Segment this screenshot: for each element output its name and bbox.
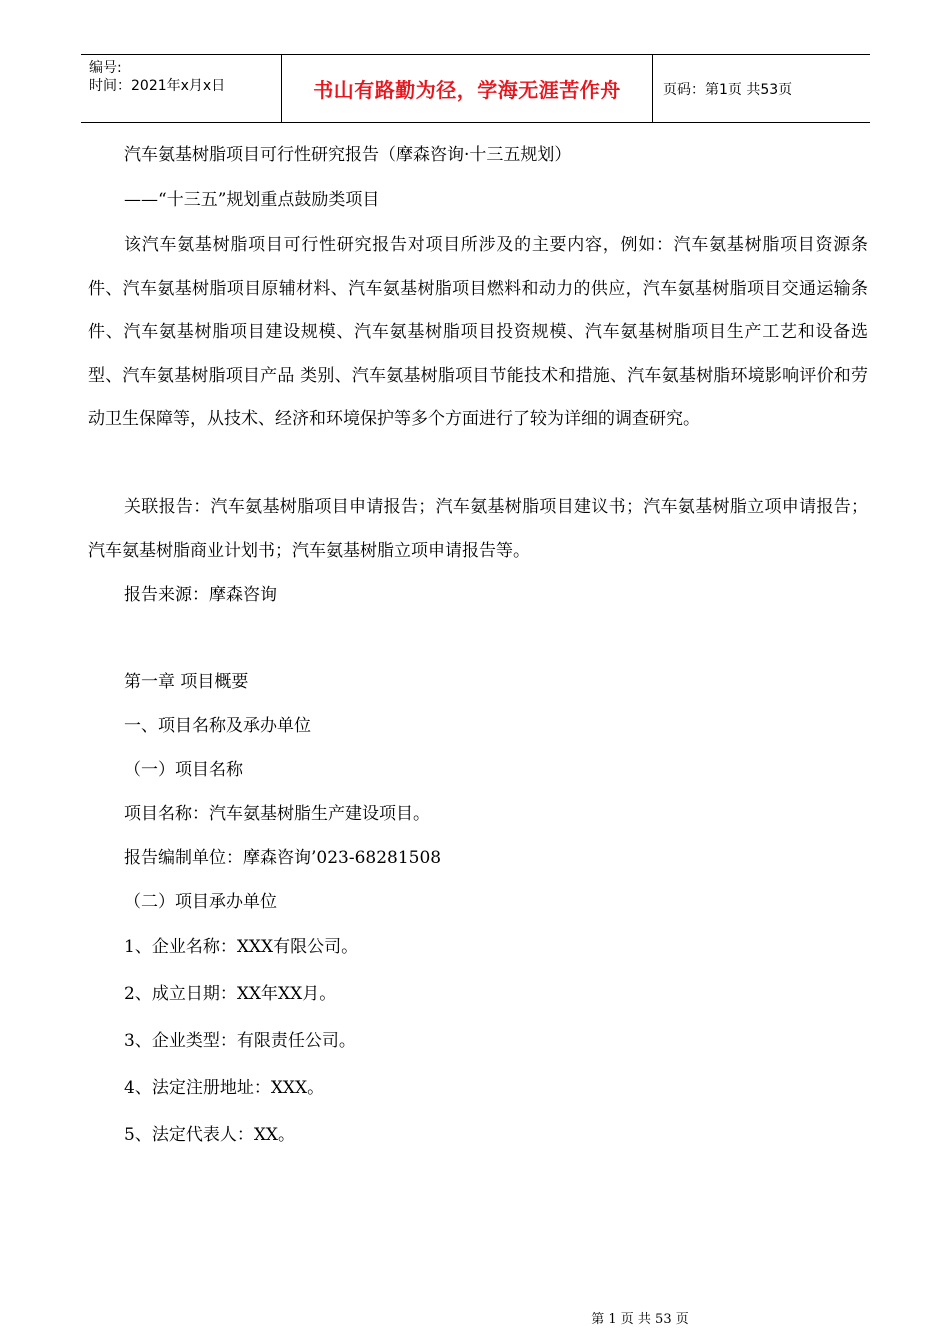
document-title: 汽车氨基树脂项目可行性研究报告（摩森咨询·十三五规划）: [124, 145, 572, 165]
motto: 书山有路勤为径，学海无涯苦作舟: [313, 78, 621, 102]
list-item: 2、成立日期：XX年XX月。: [124, 983, 337, 1004]
related-reports: 关联报告：汽车氨基树脂项目申请报告；汽车氨基树脂项目建议书；汽车氨基树脂立项申请报告；汽车氨基树脂商业计划书；汽车氨基树脂立项申请报告等。: [88, 496, 868, 561]
document-body: [88, 134, 868, 1159]
page-label: 页码：第1页 共53页: [663, 81, 793, 98]
section-heading: 一、项目名称及承办单位: [124, 715, 311, 736]
document-header: [81, 54, 870, 123]
project-name: 项目名称：汽车氨基树脂生产建设项目。: [124, 803, 430, 824]
time-label: 时间：2021年x月x日: [89, 78, 226, 94]
header-page-cell: [653, 55, 870, 122]
intro-paragraph: 该汽车氨基树脂项目可行性研究报告对项目所涉及的主要内容，例如：汽车氨基树脂项目资源条件、汽车氨基树脂项目原辅材料、汽车氨基树脂项目燃料和动力的供应，汽车氨基树脂项目交通运输条件、汽车氨基树脂项目建设规模、汽车氨基树脂项目投资规模、汽车氨基树脂项目生产工艺和设备选型、汽车氨基树脂项目产品 类别、汽车氨基树脂项目节能技术和措施、汽车氨基树脂环境影响评价和劳动卫生保障等，从技术、经济和环境保护等多个方面进行了较为详细的调查研究。: [88, 235, 868, 429]
header-meta-cell: [81, 55, 282, 122]
compiler-unit: 报告编制单位：摩森咨询’023-68281508: [124, 847, 442, 868]
list-item: 4、法定注册地址：XXX。: [124, 1077, 325, 1098]
blank-line: [88, 442, 868, 485]
report-source: 报告来源：摩森咨询: [124, 584, 277, 605]
list-item: 5、法定代表人：XX。: [124, 1124, 296, 1145]
list-item: 3、企业类型：有限责任公司。: [124, 1030, 356, 1051]
blank-line: [88, 617, 868, 660]
header-motto-cell: [282, 55, 653, 122]
chapter-heading: 第一章 项目概要: [124, 671, 249, 692]
list-item: 1、企业名称：XXX有限公司。: [124, 936, 359, 957]
document-subtitle: ——“十三五”规划重点鼓励类项目: [124, 190, 380, 210]
subsection-heading: （二）项目承办单位: [124, 891, 277, 912]
subsection-heading: （一）项目名称: [124, 759, 243, 780]
number-label: 编号:: [89, 60, 122, 76]
page-footer: 第 1 页 共 53 页: [591, 1312, 689, 1327]
